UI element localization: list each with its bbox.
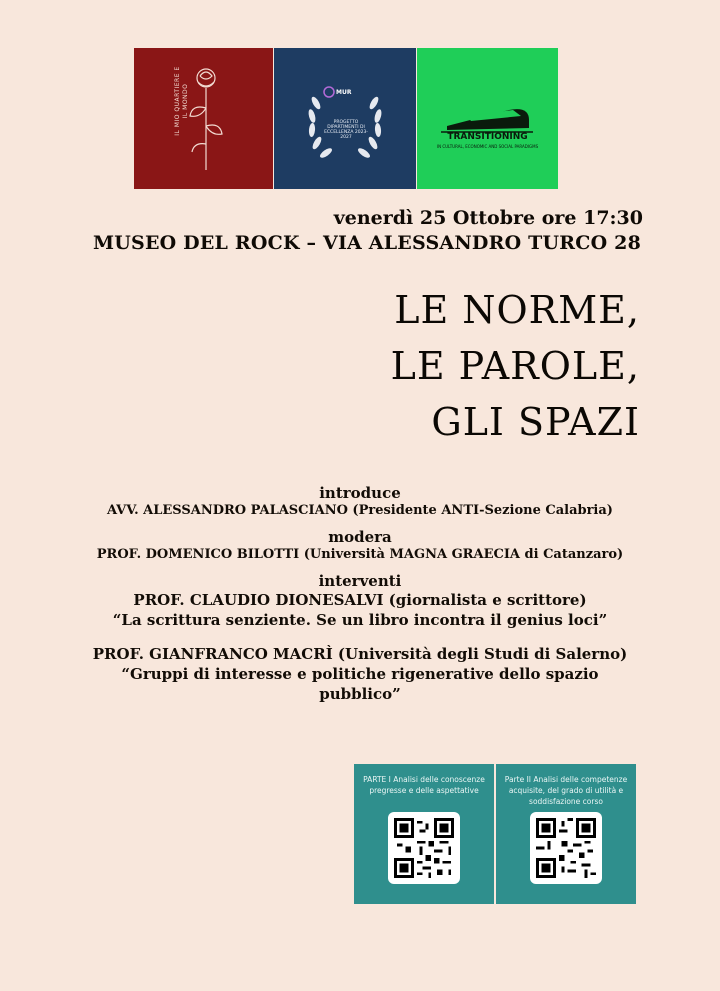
speaker2-talk-line1: “Gruppi di interesse e politiche rigenerative dello spazio [121, 665, 599, 683]
event-title [391, 282, 640, 450]
program [0, 484, 720, 704]
qr-code-icon[interactable] [530, 812, 602, 884]
survey-2-caption: Parte II Analisi delle competenze acquisite, del grado di utilità e soddisfazione corso [504, 775, 628, 806]
transitioning-title: TRANSITIONING [447, 132, 528, 142]
speaker2-talk-line2: pubblico” [319, 685, 401, 703]
modera-name: PROF. DOMENICO BILOTTI (Università MAGNA GRAECIA di Catanzaro) [96, 547, 624, 562]
survey-panels [354, 764, 644, 904]
title-line-2: LE PAROLE, [390, 344, 640, 388]
title-line-3: GLI SPAZI [431, 400, 640, 444]
survey-panel-2[interactable] [496, 764, 636, 904]
transitioning-logo [417, 48, 558, 189]
mur-badge: MUR [336, 89, 352, 96]
transitioning-subtitle: IN CULTURAL, ECONOMIC AND SOCIAL PARADIGMS [436, 144, 539, 149]
event-date: venerdì 25 Ottobre ore 17:30 [333, 207, 643, 229]
speaker1-talk: “La scrittura senziente. Se un libro incontra il genius loci” [112, 611, 608, 629]
speaker1-name: PROF. CLAUDIO DIONESALVI (giornalista e scrittore) [133, 591, 587, 609]
rose-logo [134, 48, 273, 189]
event-place: MUSEO DEL ROCK – VIA ALESSANDRO TURCO 28 [93, 232, 641, 254]
logo-strip [134, 48, 558, 189]
qr-code-icon[interactable] [388, 812, 460, 884]
rose-logo-text: IL MIO QUARTIERE E IL MONDO [174, 66, 189, 136]
introduce-label: introduce [319, 484, 401, 502]
introduce-name: AVV. ALESSANDRO PALASCIANO (Presidente ANTI-Sezione Calabria) [107, 503, 613, 518]
survey-panel-1[interactable] [354, 764, 494, 904]
mur-logo [274, 48, 416, 189]
modera-label: modera [328, 528, 392, 546]
interventi-label: interventi [318, 572, 402, 590]
speaker2-name: PROF. GIANFRANCO MACRÌ (Università degli Studi di Salerno) [92, 645, 628, 663]
mur-subtitle: PROGETTO DIPARTIMENTI DI ECCELLENZA 2023-2027 [324, 120, 368, 140]
rose-icon [134, 48, 273, 189]
train-icon [417, 48, 558, 189]
laurel-wreath-icon [274, 48, 416, 189]
title-line-1: LE NORME, [394, 288, 640, 332]
survey-1-caption: PARTE I Analisi delle conoscenze pregresse e delle aspettative [363, 775, 485, 795]
